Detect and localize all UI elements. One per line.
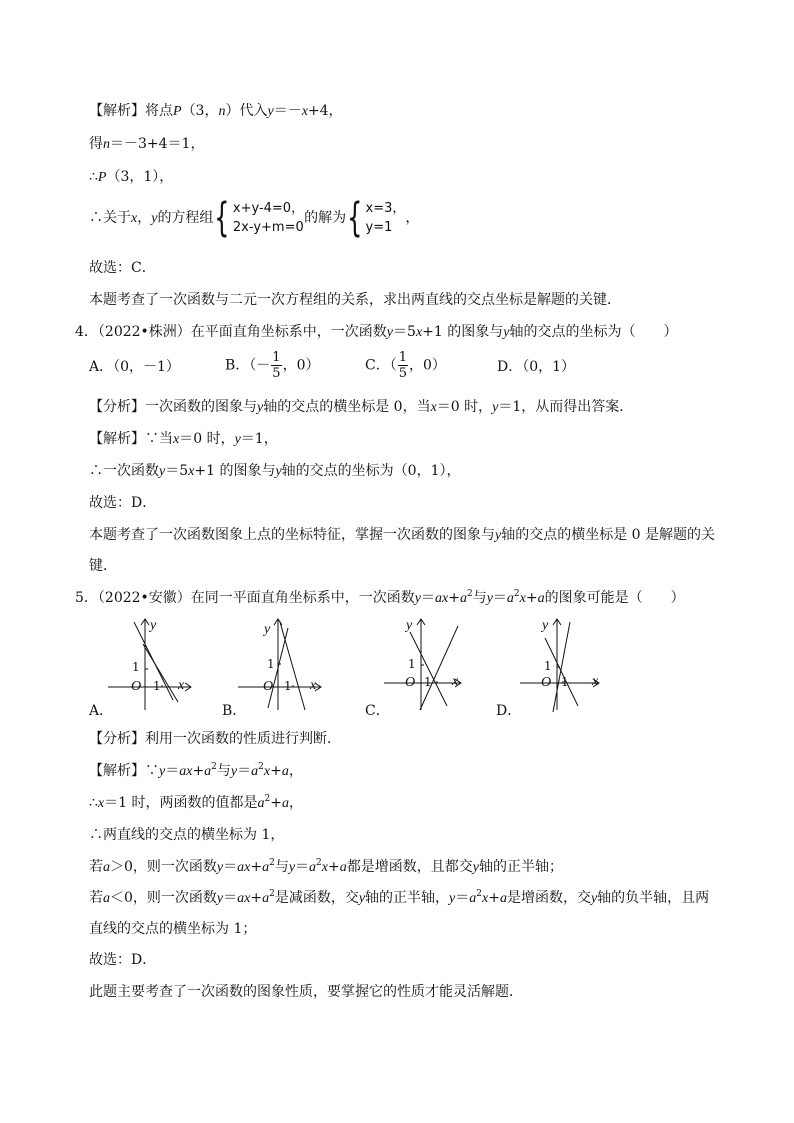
q3-solution-line2: 得n＝－3+4＝1，: [89, 136, 205, 152]
q5-graph-a: [108, 614, 208, 714]
origin-label: O: [405, 675, 416, 690]
x-axis-label: x: [310, 678, 317, 693]
left-brace-icon: {: [214, 195, 230, 241]
x-tick-one: 1: [284, 679, 292, 693]
line-2: [553, 622, 570, 712]
y-axis-label: y: [542, 618, 549, 633]
q5-summary: 此题主要考查了一次函数的图象性质，要掌握它的性质才能灵活解题．: [89, 984, 523, 1000]
q5-option-b: B．: [222, 703, 247, 719]
q5-solution-line5: 若a＜0，则一次函数$y=ax+a^2$是减函数，交y轴的正半轴，$y=a^2x+a$是增函数，交y轴的负半轴，且两: [89, 889, 710, 906]
q5-option-c: C．: [365, 703, 390, 719]
q4-option-d: D．（0，1）: [497, 359, 576, 375]
x-tick-one: 1: [153, 679, 161, 693]
q3-equation-system-line: ∴关于x，y的方程组 { x+y-4=0， 2x-y+m=0 的解为 { x=3， y=1 ，: [89, 195, 420, 241]
y-tick-one: 1: [408, 657, 416, 671]
x-tick-one: 1: [561, 675, 569, 689]
equation-system: { x+y-4=0， 2x-y+m=0: [214, 195, 305, 241]
y-tick-one: 1: [267, 657, 275, 671]
y-axis-label: y: [150, 618, 157, 633]
q3-solution-line1: 【解析】将点P（3，n）代入y＝－x+4，: [89, 103, 343, 119]
q5-solution-line6: 直线的交点的横坐标为 1；: [89, 921, 257, 937]
q3-solution-line3: ∴P（3，1），: [89, 169, 174, 185]
x-axis-label: x: [178, 678, 185, 693]
q4-option-a: A．（0，－1）: [89, 359, 180, 375]
q5-answer: 故选：D．: [89, 952, 157, 968]
q4-options: [89, 350, 709, 384]
q5-solution-line2: ∴x＝1 时，两函数的值都是$a^2+a$，: [89, 794, 303, 811]
q4-summary-line1: 本题考查了一次函数图象上点的坐标特征，掌握一次函数的图象与y轴的交点的横坐标是 0 是解题的关: [89, 527, 716, 543]
q4-option-c: C．（ $\frac{1}{5}$ ，0）: [365, 350, 446, 381]
origin-label: O: [541, 675, 552, 690]
q5-option-d: D．: [496, 703, 522, 719]
q4-summary-line2: 键．: [89, 558, 117, 574]
q4-solution-line2: ∴一次函数y＝5x+1 的图象与y轴的交点的坐标为（0，1），: [89, 463, 461, 479]
q5-stem: 5．（2022•安徽）在同一平面直角坐标系中，一次函数$y=ax+a^2$与$y=a^2x+a$的图象可能是（ ）: [75, 589, 685, 606]
q5-solution-line3: ∴两直线的交点的横坐标为 1，: [89, 827, 285, 843]
solution-system: { x=3， y=1: [347, 195, 406, 241]
q5-graph-b: [238, 614, 338, 714]
x-axis-label: x: [592, 674, 599, 689]
origin-label: O: [131, 679, 142, 694]
line-2: [420, 626, 458, 710]
y-tick-one: 1: [132, 660, 140, 674]
q3-summary: 本题考查了一次函数与二元一次方程组的关系，求出两直线的交点坐标是解题的关键．: [89, 292, 621, 308]
q5-solution-line1: 【解析】$\because y=ax+a^2$与$y=a^2x+a$，: [89, 762, 303, 779]
x-axis-label: x: [452, 674, 459, 689]
q3-answer: 故选：C．: [89, 260, 156, 276]
y-axis-label: y: [406, 618, 413, 633]
y-axis-label: y: [264, 622, 271, 637]
origin-label: O: [263, 679, 274, 694]
x-tick-one: 1: [424, 675, 432, 689]
q4-answer: 故选：D．: [89, 495, 157, 511]
q4-solution-line1: 【解析】∵当x＝0 时，y＝1，: [89, 431, 278, 447]
q5-solution-line4: 若a＞0，则一次函数$y=ax+a^2$与$y=a^2x+a$都是增函数，且都交y轴的正半轴；: [89, 858, 563, 875]
left-brace-icon: {: [347, 195, 363, 241]
y-tick-one: 1: [544, 659, 552, 673]
line-2: [280, 622, 305, 710]
q4-option-b: B．（－ $\frac{1}{5}$ ，0）: [225, 350, 320, 381]
q4-stem: 4．（2022•株洲）在平面直角坐标系中，一次函数y＝5x+1 的图象与y轴的交点的坐标为（ ）: [75, 324, 678, 340]
q5-option-a: A．: [89, 703, 114, 719]
q5-graph-c: [384, 614, 484, 714]
q4-analysis: 【分析】一次函数的图象与y轴的交点的横坐标是 0，当x＝0 时，y＝1，从而得出答案．: [89, 399, 634, 415]
q5-graph-d: [520, 614, 620, 714]
q5-analysis: 【分析】利用一次函数的性质进行判断．: [89, 731, 341, 747]
